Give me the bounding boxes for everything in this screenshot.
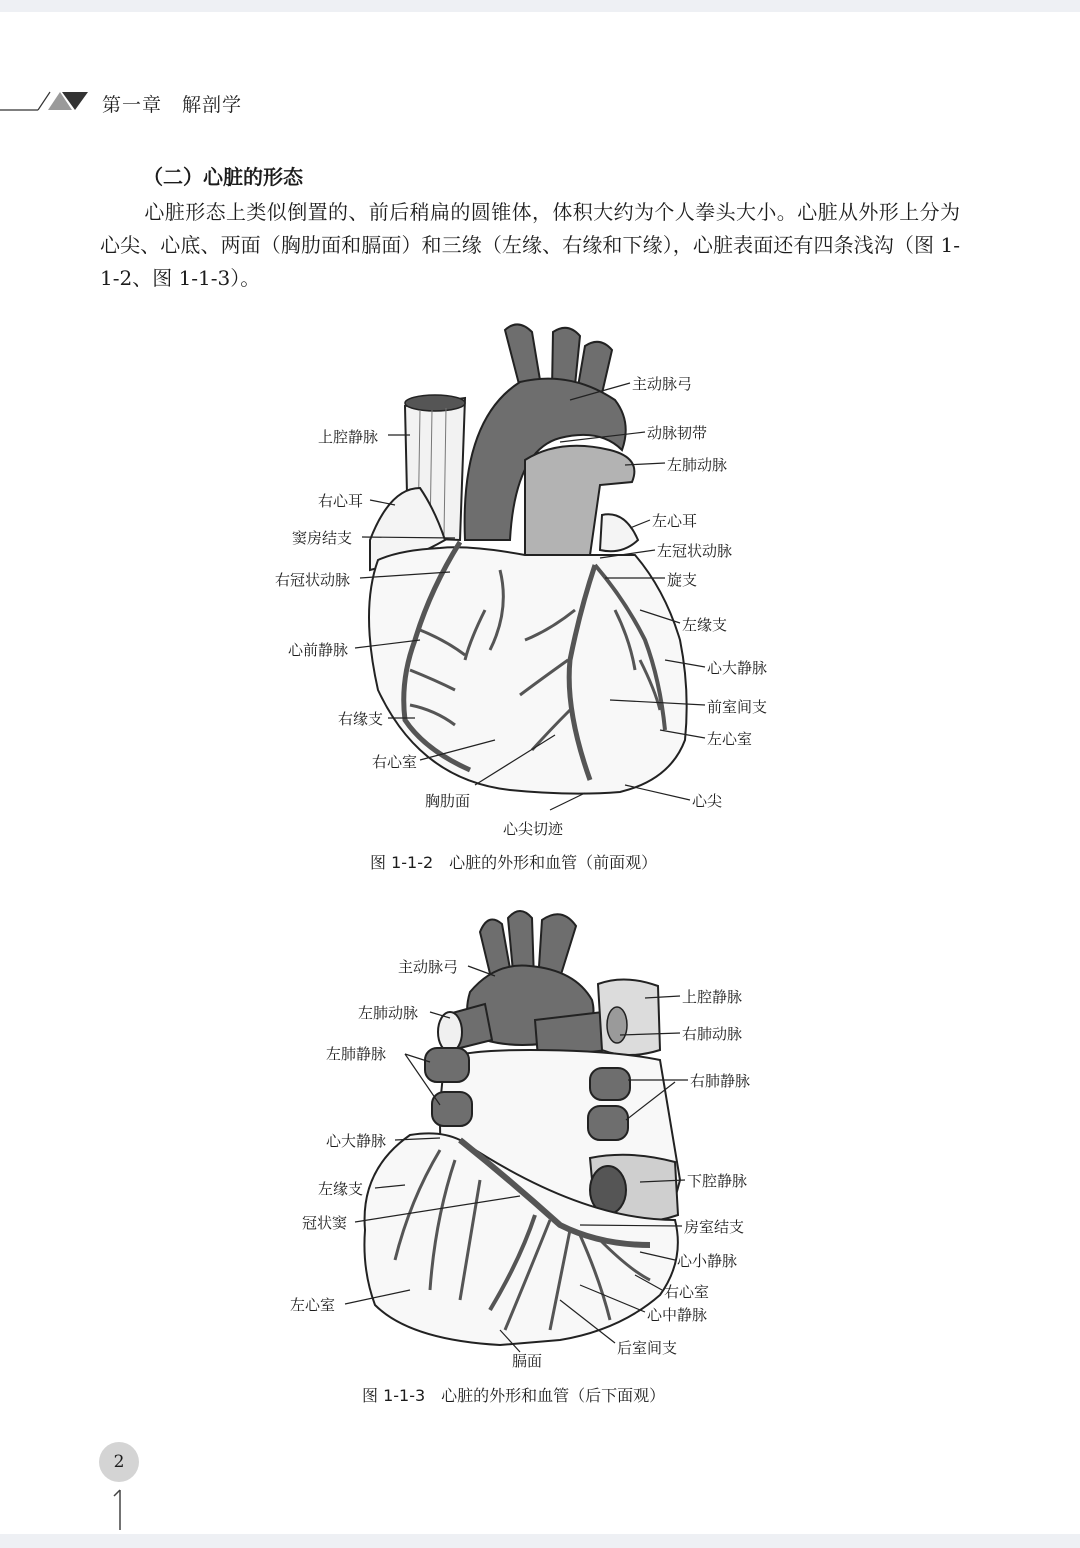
label-left-marginal-post: 左缘支 (318, 1180, 364, 1198)
label-diaphragmatic-surface: 膈面 (512, 1352, 543, 1370)
heart-anterior-illustration (270, 310, 810, 840)
label-left-pulmonary-veins: 左肺静脉 (326, 1045, 387, 1063)
chapter-title: 第一章 解剖学 (102, 94, 243, 116)
heart-posterior-figure (280, 900, 780, 1370)
label-coronary-sinus: 冠状窦 (302, 1214, 348, 1232)
page-corner-mark-icon (110, 1488, 130, 1532)
page-number: 2 (99, 1442, 139, 1482)
paragraph-text: 心脏形态上类似倒置的、前后稍扁的圆锥体，体积大约为个人拳头大小。心脏从外形上分为心尖、心底、两面（胸肋面和膈面）和三缘（左缘、右缘和下缘），心脏表面还有四条浅沟（图 1-1-2、图 1-1-3）。 (100, 200, 960, 290)
label-circumflex-branch: 旋支 (667, 571, 698, 589)
label-posterior-interventricular: 后室间支 (617, 1339, 678, 1357)
label-left-ventricle: 左心室 (707, 730, 753, 748)
label-superior-vena-cava-post: 上腔静脉 (682, 988, 743, 1006)
label-left-auricle: 左心耳 (652, 512, 698, 530)
label-left-coronary-artery: 左冠状动脉 (657, 542, 733, 560)
label-left-ventricle-post: 左心室 (290, 1296, 336, 1314)
label-anterior-cardiac-vein: 心前静脉 (288, 641, 349, 659)
heart-anterior-figure (270, 310, 810, 840)
top-scan-band (0, 0, 1080, 12)
label-right-auricle: 右心耳 (318, 492, 364, 510)
bottom-scan-band (0, 1534, 1080, 1548)
label-great-cardiac-vein-post: 心大静脉 (326, 1132, 387, 1150)
label-right-marginal-branch: 右缘支 (338, 710, 384, 728)
label-av-node-branch: 房室结支 (684, 1218, 745, 1236)
label-left-marginal-branch: 左缘支 (682, 616, 728, 634)
figure2-caption: 图 1-1-3 心脏的外形和血管（后下面观） (362, 1386, 666, 1405)
label-middle-cardiac-vein: 心中静脉 (647, 1306, 708, 1324)
label-right-pulmonary-veins: 右肺静脉 (690, 1072, 751, 1090)
label-aortic-arch-post: 主动脉弓 (398, 958, 459, 976)
label-superior-vena-cava: 上腔静脉 (318, 428, 379, 446)
label-apex-notch: 心尖切迹 (503, 820, 564, 838)
label-aortic-arch: 主动脉弓 (632, 375, 693, 393)
header-triangle-icon (0, 84, 100, 118)
figure1-caption: 图 1-1-2 心脏的外形和血管（前面观） (370, 853, 658, 872)
label-anterior-interventricular: 前室间支 (707, 698, 768, 716)
section-heading: （二）心脏的形态 (143, 165, 303, 189)
body-paragraph (100, 196, 960, 295)
label-right-pulmonary-artery: 右肺动脉 (682, 1025, 743, 1043)
label-left-pulmonary-artery-post: 左肺动脉 (358, 1004, 419, 1022)
label-left-pulmonary-artery: 左肺动脉 (667, 456, 728, 474)
label-right-ventricle-post: 右心室 (664, 1283, 710, 1301)
label-sternocostal-surface: 胸肋面 (425, 792, 471, 810)
label-great-cardiac-vein: 心大静脉 (707, 659, 768, 677)
label-small-cardiac-vein: 心小静脉 (677, 1252, 738, 1270)
label-right-coronary-artery: 右冠状动脉 (275, 571, 351, 589)
label-apex: 心尖 (692, 792, 723, 810)
label-right-ventricle: 右心室 (372, 753, 418, 771)
label-inferior-vena-cava: 下腔静脉 (687, 1172, 748, 1190)
label-sinoatrial-branch: 窦房结支 (292, 529, 353, 547)
label-arterial-ligament: 动脉韧带 (647, 424, 708, 442)
